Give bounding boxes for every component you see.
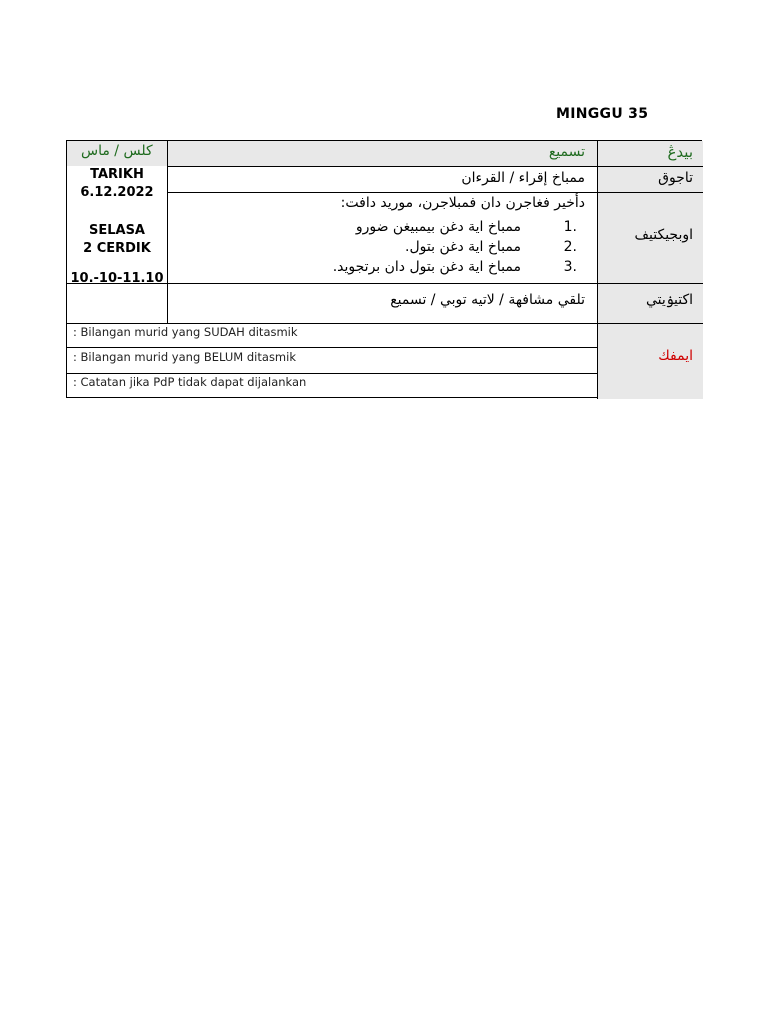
objektif-item-text: ممباخ اية دغن بتول.: [405, 239, 521, 255]
tajuk-value: ممباخ إقراء / القرءان: [461, 170, 585, 186]
objektif-item-text: ممباخ اية دغن بيمبيغن ضورو: [355, 219, 521, 235]
bidang-label: بيدڠ: [667, 143, 693, 161]
lesson-plan-table: [66, 140, 702, 398]
impak-note-catatan: : Catatan jika PdP tidak dapat dijalankan: [73, 375, 307, 389]
objektif-label: اوبجيكتيف: [634, 227, 693, 243]
bidang-value-cell: [168, 141, 597, 166]
aktiviti-label: اكتيۏيتي: [646, 292, 693, 308]
bidang-value: تسميع: [548, 144, 585, 160]
week-label: MINGGU 35: [556, 106, 649, 122]
time-value: 10.-10-11.10: [70, 271, 164, 286]
objektif-item: [205, 217, 585, 277]
objektif-item-2: [205, 237, 585, 257]
tarikh-label: TARIKH: [90, 167, 144, 182]
objektif-item-text: ممباخ اية دغن بتول دان برتجويد.: [332, 259, 521, 275]
tajuk-label: تاجوق: [658, 170, 693, 186]
impak-note-belum: : Bilangan murid yang BELUM ditasmik: [73, 350, 296, 364]
impak-label: ايمفك: [658, 348, 693, 364]
kelas-label: كلس / ماس: [81, 143, 153, 159]
class-name: 2 CERDIK: [83, 241, 151, 256]
objektif-item-number: 1.: [563, 219, 577, 235]
objektif-item-1: [205, 217, 585, 237]
objektif-intro: دأخير فغاجرن دان فمبلاجرن، موريد دافت:: [340, 195, 585, 211]
date-value: 6.12.2022: [80, 185, 154, 200]
objektif-item-number: 2.: [563, 239, 577, 255]
objektif-item-3: [205, 257, 585, 277]
impak-note-sudah: : Bilangan murid yang SUDAH ditasmik: [73, 325, 298, 339]
class-info: [67, 166, 167, 288]
objektif-item-number: 3.: [563, 259, 577, 275]
day-value: SELASA: [88, 223, 145, 238]
aktiviti-value: تلقي مشافهة / لاتيه توبي / تسميع: [390, 292, 585, 308]
